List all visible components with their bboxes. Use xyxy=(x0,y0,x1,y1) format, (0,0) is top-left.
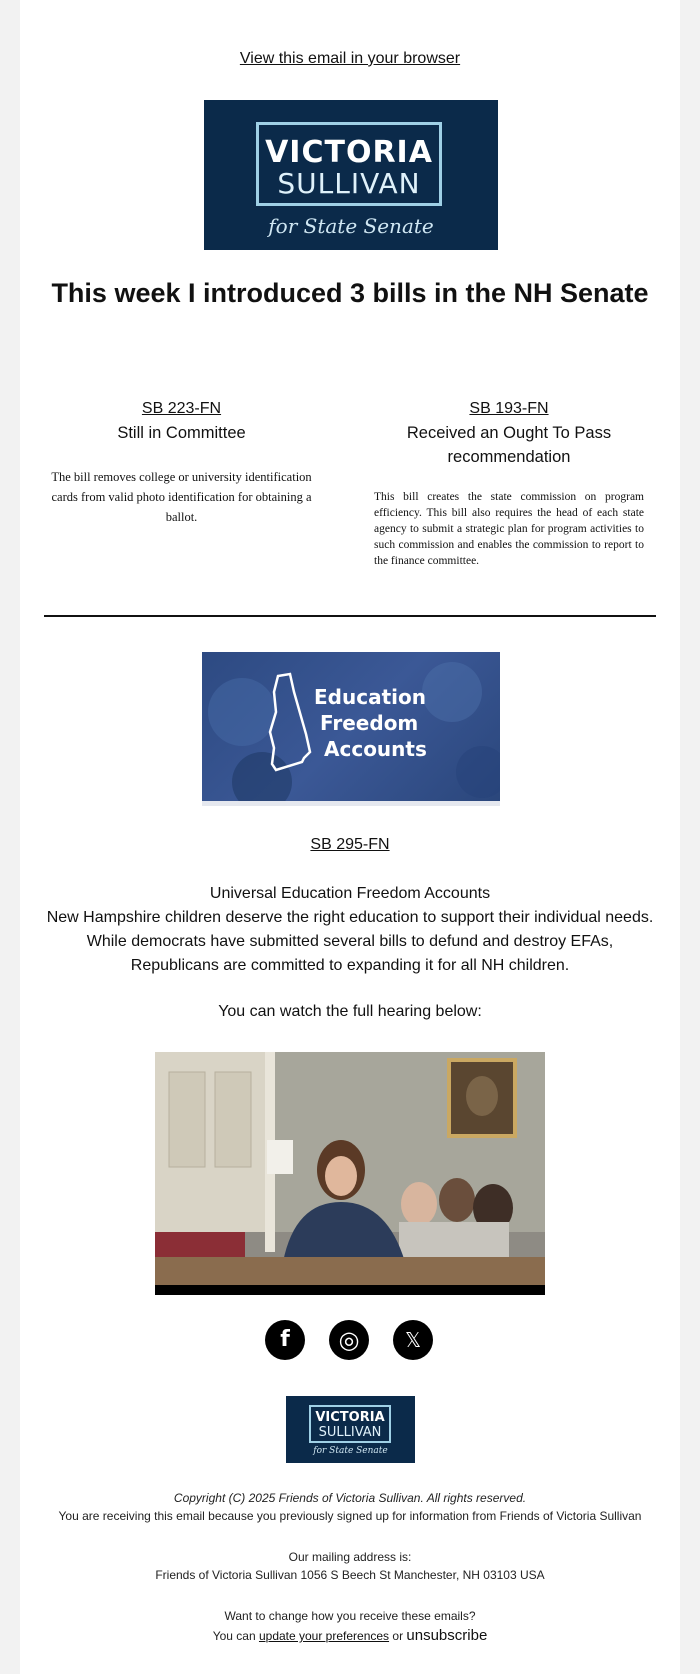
campaign-logo[interactable] xyxy=(204,100,498,250)
update-preferences-link[interactable]: update your preferences xyxy=(258,1629,390,1643)
logo-name-line2: SULLIVAN xyxy=(277,167,421,200)
bill-description: The bill removes college or university identification cards from valid photo identification for obtaining a ballot. xyxy=(51,470,312,524)
bill-description: This bill creates the state commission on program efficiency. This bill also requires the head of each state agency to submit a strategic plan for program activities to such commission and enables the commission to report to the finance committee. xyxy=(374,491,644,567)
efa-banner-stripe xyxy=(202,801,500,806)
or-text: or xyxy=(389,1629,407,1643)
efa-line1: New Hampshire children deserve the right education to support their individual needs. xyxy=(46,909,654,926)
headline: This week I introduced 3 bills in the NH Senate xyxy=(51,278,649,308)
mailing-address: Friends of Victoria Sullivan 1056 S Beech St Manchester, NH 03103 USA xyxy=(155,1568,545,1582)
receiving-reason-text: You are receiving this email because you previously signed up for information from Friends of Victoria Sullivan xyxy=(58,1509,642,1523)
video-frame-art xyxy=(155,1052,545,1295)
section-divider xyxy=(44,615,656,617)
footer-logo-line2: SULLIVAN xyxy=(318,1425,382,1440)
bill-number-link[interactable]: SB 223-FN xyxy=(141,400,222,417)
instagram-icon[interactable]: ◎ xyxy=(329,1320,369,1360)
efa-line2: While democrats have submitted several bills to defund and destroy EFAs, xyxy=(86,933,614,950)
logo-frame xyxy=(256,122,442,206)
footer-logo[interactable] xyxy=(286,1396,415,1463)
logo-tagline: for State Senate xyxy=(268,214,434,238)
social-links xyxy=(265,1320,435,1362)
email-body xyxy=(20,0,680,1674)
efa-banner-image xyxy=(202,652,500,806)
copyright-text: Copyright (C) 2025 Friends of Victoria Sullivan. All rights reserved. xyxy=(173,1491,527,1505)
logo-name-line1: VICTORIA xyxy=(265,135,433,170)
efa-banner-text xyxy=(314,684,427,762)
footer-logo-tagline: for State Senate xyxy=(313,1446,388,1456)
hearing-video-thumbnail[interactable] xyxy=(155,1052,545,1295)
view-in-browser-link[interactable]: View this email in your browser xyxy=(239,50,461,67)
bill-column-sb193 xyxy=(374,400,644,569)
preferences-prompt: Want to change how you receive these emails? xyxy=(224,1609,476,1623)
efa-banner-line3: Accounts xyxy=(324,737,427,761)
efa-title: Universal Education Freedom Accounts xyxy=(209,885,491,902)
bill-status: Received an Ought To Pass recommendation xyxy=(406,424,612,466)
footer-logo-line1: VICTORIA xyxy=(315,1410,385,1425)
bill-column-sb223 xyxy=(44,400,319,527)
efa-banner-line1: Education xyxy=(314,685,426,709)
x-twitter-icon[interactable]: 𝕏 xyxy=(393,1320,433,1360)
bill-number-link[interactable]: SB 193-FN xyxy=(469,400,549,417)
efa-description xyxy=(20,882,680,978)
mailing-address-label: Our mailing address is: xyxy=(288,1550,412,1564)
bill-status: Still in Committee xyxy=(117,424,246,442)
efa-banner-line2: Freedom xyxy=(320,711,419,735)
footer-logo-frame xyxy=(309,1405,391,1443)
facebook-icon[interactable]: f xyxy=(265,1320,305,1360)
unsubscribe-link[interactable]: unsubscribe xyxy=(406,1627,488,1644)
preferences-line xyxy=(20,1627,680,1644)
you-can-text: You can xyxy=(212,1629,259,1643)
watch-hearing-text: You can watch the full hearing below: xyxy=(218,1003,482,1020)
efa-line3: Republicans are committed to expanding it for all NH children. xyxy=(130,957,570,974)
sb295-link[interactable]: SB 295-FN xyxy=(310,836,390,853)
